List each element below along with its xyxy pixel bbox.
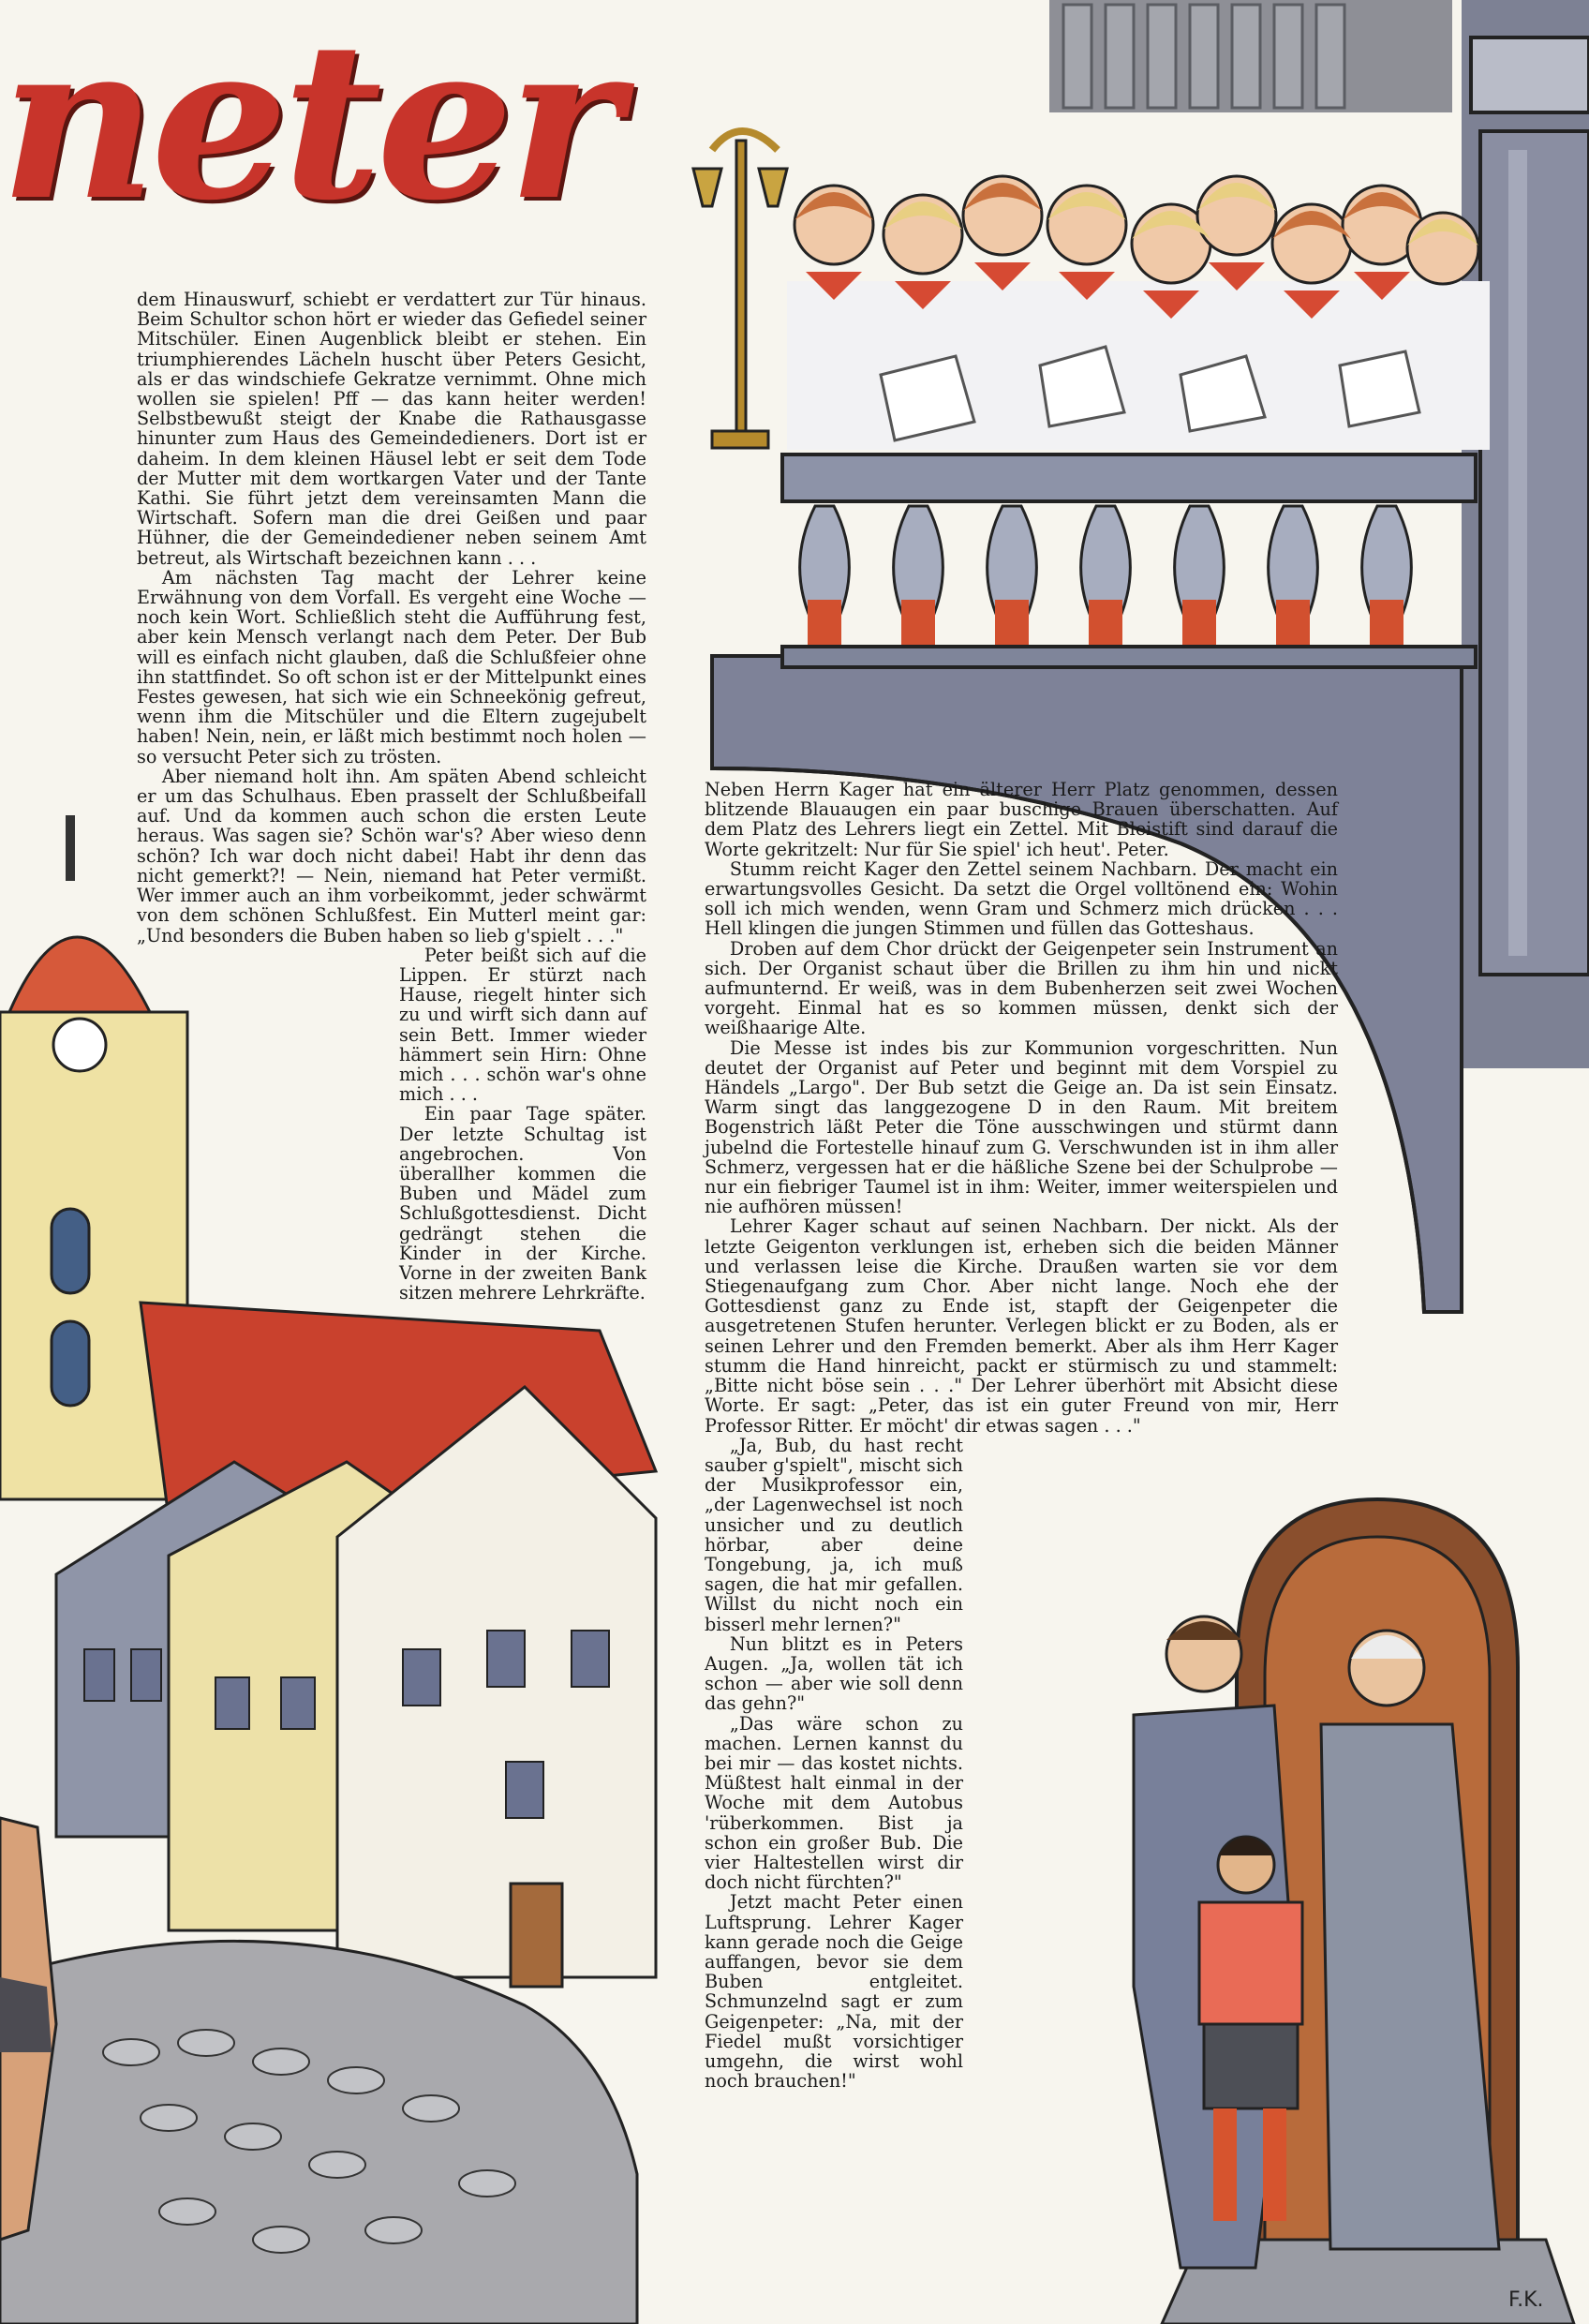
paragraph: Neben Herrn Kager hat ein älterer Herr Platz genommen, dessen blitzende Blauaugen ein paar buschige Brauen überschatten. Auf dem Platz des Lehrers liegt ein Zettel. Mit Bleistift sind darauf die Worte gekritzelt: Nur für Sie spiel' ich heut'. Peter.	[705, 779, 1338, 860]
paragraph: Aber niemand holt ihn. Am späten Abend schleicht er um das Schulhaus. Eben prasselt der Schlußbeifall auf. Und da kommen auch schon die ersten Leute heraus. Was sagen sie? Schön war's? Aber wieso denn schön? Ich war doch nicht dabei! Habt ihr denn das nicht gemerkt?! — Nein, niemand hat Peter vermißt. Wer immer auch an ihm vorbeikommt, jeder schwärmt von dem schönen Schlußfest. Ein Mutterl meint gar: „Und besonders die Buben haben so lieb g'spielt . . ."	[137, 765, 646, 946]
paragraph: „Das wäre schon zu machen. Lernen kannst du bei mir — das kostet nichts. Müßtest halt einmal in der Woche mit dem Autobus 'rüberkommen. Bist ja schon ein großer Bub. Die vier Haltestellen wirst dir doch nicht fürchten?"	[705, 1712, 963, 1894]
right-text-column	[705, 780, 1338, 2091]
paragraph: Droben auf dem Chor drückt der Geigenpeter sein Instrument an sich. Der Organist schaut über die Brillen zu ihm hin und nickt aufmunternd. Er weiß, was in dem Bubenherzen seit zwei Wochen vorgeht. Einmal hat es so kommen müssen, denkt sich der weißhaarige Alte.	[705, 937, 1338, 1039]
paragraph: Ein paar Tage später. Der letzte Schultag ist angebrochen. Von überallher kommen die Buben und Mädel zum Schlußgottesdienst. Dicht gedrängt stehen die Kinder in der Kirche. Vorne in der zweiten Bank sitzen mehrere Lehrkräfte.	[399, 1103, 646, 1304]
paragraph: Stumm reicht Kager den Zettel seinem Nachbarn. Der macht ein erwartungsvolles Gesicht. Da setzt die Orgel volltönend ein: Wohin soll ich mich wenden, wenn Gram und Schmerz mich drücken . . . Hell klingen die jungen Stimmen und füllen das Gotteshaus.	[705, 857, 1338, 940]
left-text-column	[137, 290, 646, 1303]
paragraph: Peter beißt sich auf die Lippen. Er stürzt nach Hause, riegelt hinter sich zu und wirft sich dann auf sein Bett. Immer wieder hämmert sein Hirn: Ohne mich . . . schön war's ohne mich . . .	[399, 944, 646, 1106]
paragraph: Die Messe ist indes bis zur Kommunion vorgeschritten. Nun deutet der Organist auf Peter und beginnt mit dem Vorspiel zu Händels „Largo". Der Bub setzt die Geige an. Da ist sein Einsatz. Warm singt das langgezogene D in den Raum. Mit breitem Bogenstrich läßt Peter die Töne ausschwingen und stürmt dann jubelnd die Fortestelle hinauf zum G. Verschwunden ist in ihm aller Schmerz, vergessen hat er die häßliche Szene bei der Schulprobe — nur ein fiebriger Taumel ist in ihm: Weiter, immer weiterspielen und nie aufhören müssen!	[705, 1036, 1338, 1218]
paragraph: Nun blitzt es in Peters Augen. „Ja, wollen tät ich schon — aber wie soll denn das gehn?"	[705, 1632, 963, 1715]
paragraph: Am nächsten Tag macht der Lehrer keine Erwähnung von dem Vorfall. Es vergeht eine Woche — noch kein Wort. Schließlich steht die Aufführung fest, aber kein Mensch verlangt nach dem Peter. Der Bub will es einfach nicht glauben, daß die Schlußfeier ohne ihn stattfindet. So oft schon ist er der Mittelpunkt eines Festes gewesen, hat sich wie ein Schneekönig gefreut, wenn ihm die Mitschüler und die Eltern zugejubelt haben! Nein, nein, er läßt mich bestimmt noch holen — so versucht Peter sich zu trösten.	[137, 566, 646, 767]
paragraph: „Ja, Bub, du hast recht sauber g'spielt", mischt sich der Musikprofessor ein, „der Lagenwechsel ist noch unsicher und zu deutlich hörbar, aber deine Tongebung, ja, ich muß sagen, die hat mir gefallen. Willst du nicht noch ein bisserl mehr lernen?"	[705, 1434, 963, 1635]
paragraph: Lehrer Kager schaut auf seinen Nachbarn. Der nickt. Als der letzte Geigenton verklungen ist, erheben sich die beiden Männer und verlassen leise die Kirche. Draußen warten sie vor dem Stiegenaufgang zum Chor. Aber nicht lange. Noch ehe der Gottesdienst ganz zu Ende ist, stapft der Geigenpeter die ausgetretenen Stufen herunter. Verlegen blickt er zu Boden, als er seinen Lehrer und den Fremden bemerkt. Aber als ihm Herr Kager stumm die Hand hinreicht, packt er stürmisch zu und stammelt: „Bitte nicht böse sein . . ." Der Lehrer überhört mit Absicht diese Worte. Er sagt: „Peter, das ist ein guter Freund von mir, Herr Professor Ritter. Er möcht' dir etwas sagen . . ."	[705, 1215, 1338, 1437]
paragraph: Jetzt macht Peter einen Luftsprung. Lehrer Kager kann gerade noch die Geige auffangen, bevor sie dem Buben entgleitet. Schmunzelnd sagt er zum Geigenpeter: „Na, mit der Fiedel mußt vorsichtiger umgehn, die wirst wohl noch brauchen!"	[705, 1891, 963, 2093]
paragraph: dem Hinauswurf, schiebt er verdattert zur Tür hinaus. Beim Schultor schon hört er wieder das Gefiedel seiner Mitschüler. Einen Augenblick bleibt er stehen. Ein triumphierendes Lächeln huscht über Peters Gesicht, als er das windschiefe Gekratze vernimmt. Ohne mich wollen sie spielen! Pff — das kann heiter werden! Selbstbewußt steigt der Knabe die Rathausgasse hinunter zum Haus des Gemeindedieners. Dort ist er daheim. In dem kleinen Häusel lebt er seit dem Tode der Mutter mit dem wortkargen Vater und der Tante Kathi. Sie führt jetzt dem vereinsamten Mann die Wirtschaft. Sofern man die drei Geißen und paar Hühner, die der Gemeindediener neben seinem Amt betreut, als Wirtschaft bezeichnen kann . . .	[137, 289, 646, 569]
illustrator-signature: F.K.	[1508, 2288, 1544, 2312]
story-title: neter	[0, 0, 616, 248]
